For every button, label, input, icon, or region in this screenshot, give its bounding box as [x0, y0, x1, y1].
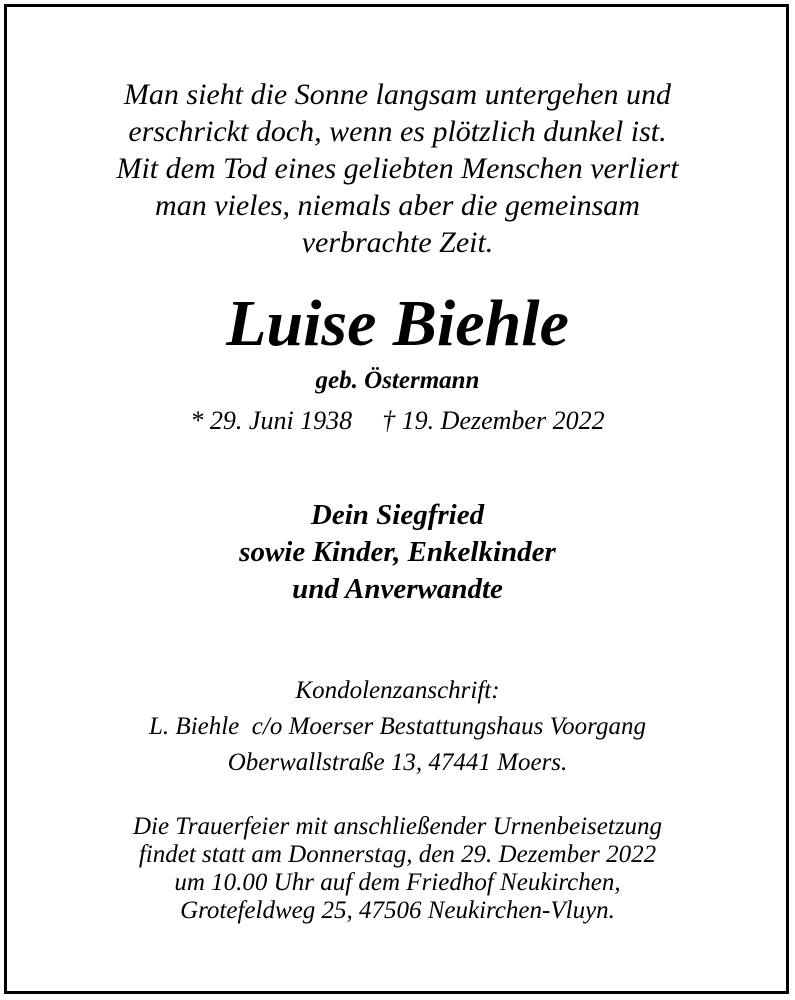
- condolence-line: Oberwallstraße 13, 47441 Moers.: [227, 749, 568, 776]
- poem-line: man vieles, niemals aber die gemeinsam: [155, 189, 640, 222]
- mourners: [0, 497, 795, 608]
- birth-date: * 29. Juni 1938: [190, 406, 353, 435]
- poem-line: erschrickt doch, wenn es plötzlich dunkel ist.: [128, 115, 667, 148]
- condolence-line: L. Biehle c/o Moerser Bestattungshaus Voorgang: [149, 713, 646, 740]
- service-line: um 10.00 Uhr auf dem Friedhof Neukirchen,: [174, 869, 621, 896]
- condolence-address: [0, 673, 795, 781]
- poem-line: Man sieht die Sonne langsam untergehen und: [123, 78, 672, 111]
- funeral-service-info: [0, 813, 795, 925]
- maiden-name: geb. Östermann: [315, 367, 480, 394]
- poem-line: Mit dem Tod eines geliebten Menschen verliert: [116, 152, 679, 185]
- service-line: Die Trauerfeier mit anschließender Urnenbeisetzung: [132, 813, 663, 840]
- mourners-line: sowie Kinder, Enkelkinder: [239, 536, 556, 568]
- memorial-poem: [0, 76, 795, 261]
- mourners-line: Dein Siegfried: [310, 499, 485, 531]
- service-line: Grotefeldweg 25, 47506 Neukirchen-Vluyn.: [180, 897, 615, 924]
- poem-line: verbrachte Zeit.: [301, 226, 494, 259]
- death-date: † 19. Dezember 2022: [382, 406, 605, 435]
- mourners-line: und Anverwandte: [292, 573, 503, 605]
- condolence-line: Kondolenzanschrift:: [295, 677, 500, 704]
- life-dates: [0, 404, 795, 438]
- service-line: findet statt am Donnerstag, den 29. Dezember 2022: [138, 841, 657, 868]
- deceased-name: Luise Biehle: [226, 287, 569, 360]
